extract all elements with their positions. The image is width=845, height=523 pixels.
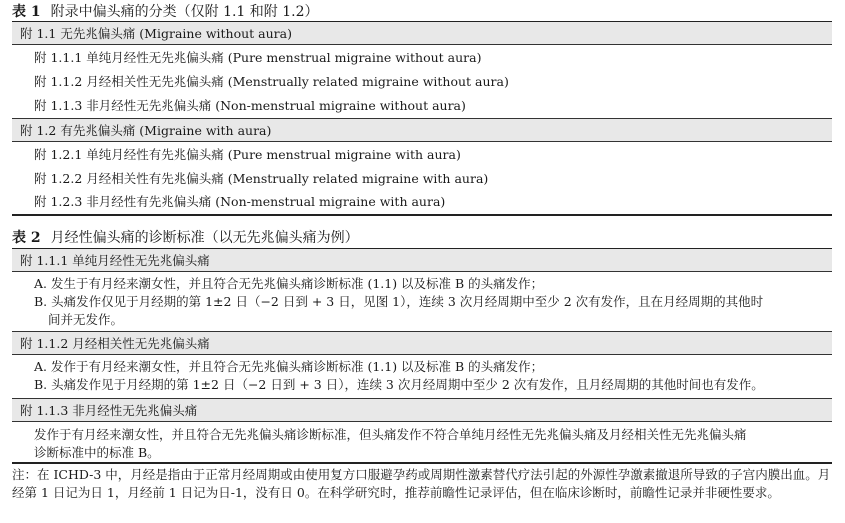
- table2-section-header-1: 附 1.1.1 单纯月经性无先兆偏头痛: [20, 253, 210, 268]
- criterion-line: 诊断标准中的标准 B。: [34, 445, 160, 460]
- table1-item: 附 1.1.2 月经相关性无先兆偏头痛 (Menstrually related migraine without aura): [34, 74, 509, 89]
- table1-caption: [12, 3, 319, 21]
- table1-item: 附 1.1.1 单纯月经性无先兆偏头痛 (Pure menstrual migraine without aura): [34, 50, 482, 65]
- table2-caption: [12, 229, 359, 247]
- table2-bottom-rule: [12, 462, 832, 464]
- table2-label: 表 2: [12, 230, 41, 246]
- criterion-line: 发作于有月经来潮女性，并且符合无先兆偏头痛诊断标准，但头痛发作不符合单纯月经性无先兆偏头痛及月经相关性无先兆偏头痛: [34, 427, 747, 442]
- criterion-line: 间并无发作。: [48, 312, 124, 327]
- table1-item: 附 1.2.2 月经相关性有先兆偏头痛 (Menstrually related migraine with aura): [34, 171, 489, 186]
- criterion-line: A. 发生于有月经来潮女性，并且符合无先兆偏头痛诊断标准 (1.1) 以及标准 B 的头痛发作；: [34, 276, 544, 291]
- table1-title: 附录中偏头痛的分类（仅附 1.1 和附 1.2）: [50, 4, 319, 20]
- table1-group-header-1: 附 1.1 无先兆偏头痛 (Migraine without aura): [20, 26, 292, 41]
- table2-section-header-3: 附 1.1.3 非月经性无先兆偏头痛: [20, 403, 198, 418]
- criterion-line: B. 头痛发作仅见于月经期的第 1±2 日（−2 日到 + 3 日，见图 1），连续 3 次月经周期中至少 2 次有发作，且在月经周期的其他时: [34, 294, 764, 309]
- footnote: 注：在 ICHD-3 中，月经是指由于正常月经周期或由使用复方口服避孕药或周期性激素替代疗法引起的外源性孕激素撤退所导致的子宫内膜出血。月经第 1 日记为日 1，月经前 1 日记为日-1，没有日 0。在科学研究时，推荐前瞻性记录评估，但在临床诊断时，前瞻性记录并非硬性要求。: [12, 467, 831, 500]
- divider: [12, 271, 832, 272]
- criterion-line: A. 发作于有月经来潮女性，并且符合无先兆偏头痛诊断标准 (1.1) 以及标准 B 的头痛发作；: [34, 359, 544, 374]
- table1-bottom-rule: [12, 214, 832, 216]
- criterion-line: B. 头痛发作见于月经期的第 1±2 日（−2 日到 + 3 日），连续 3 次月经周期中至少 2 次有发作，且月经周期的其他时间也有发作。: [34, 377, 764, 392]
- table2-title: 月经性偏头痛的诊断标准（以无先兆偏头痛为例）: [50, 230, 359, 246]
- divider: [12, 421, 832, 422]
- divider: [12, 354, 832, 355]
- table1-item: 附 1.2.3 非月经性有先兆偏头痛 (Non-menstrual migraine with aura): [34, 194, 446, 209]
- table1-item: 附 1.2.1 单纯月经性有先兆偏头痛 (Pure menstrual migraine with aura): [34, 147, 461, 162]
- table1-group-header-2: 附 1.2 有先兆偏头痛 (Migraine with aura): [20, 123, 272, 138]
- table1-item: 附 1.1.3 非月经性无先兆偏头痛 (Non-menstrual migraine without aura): [34, 98, 466, 113]
- divider: [12, 141, 832, 142]
- table2-section-header-2: 附 1.1.2 月经相关性无先兆偏头痛: [20, 336, 210, 351]
- table1-label: 表 1: [12, 4, 41, 20]
- divider: [12, 44, 832, 45]
